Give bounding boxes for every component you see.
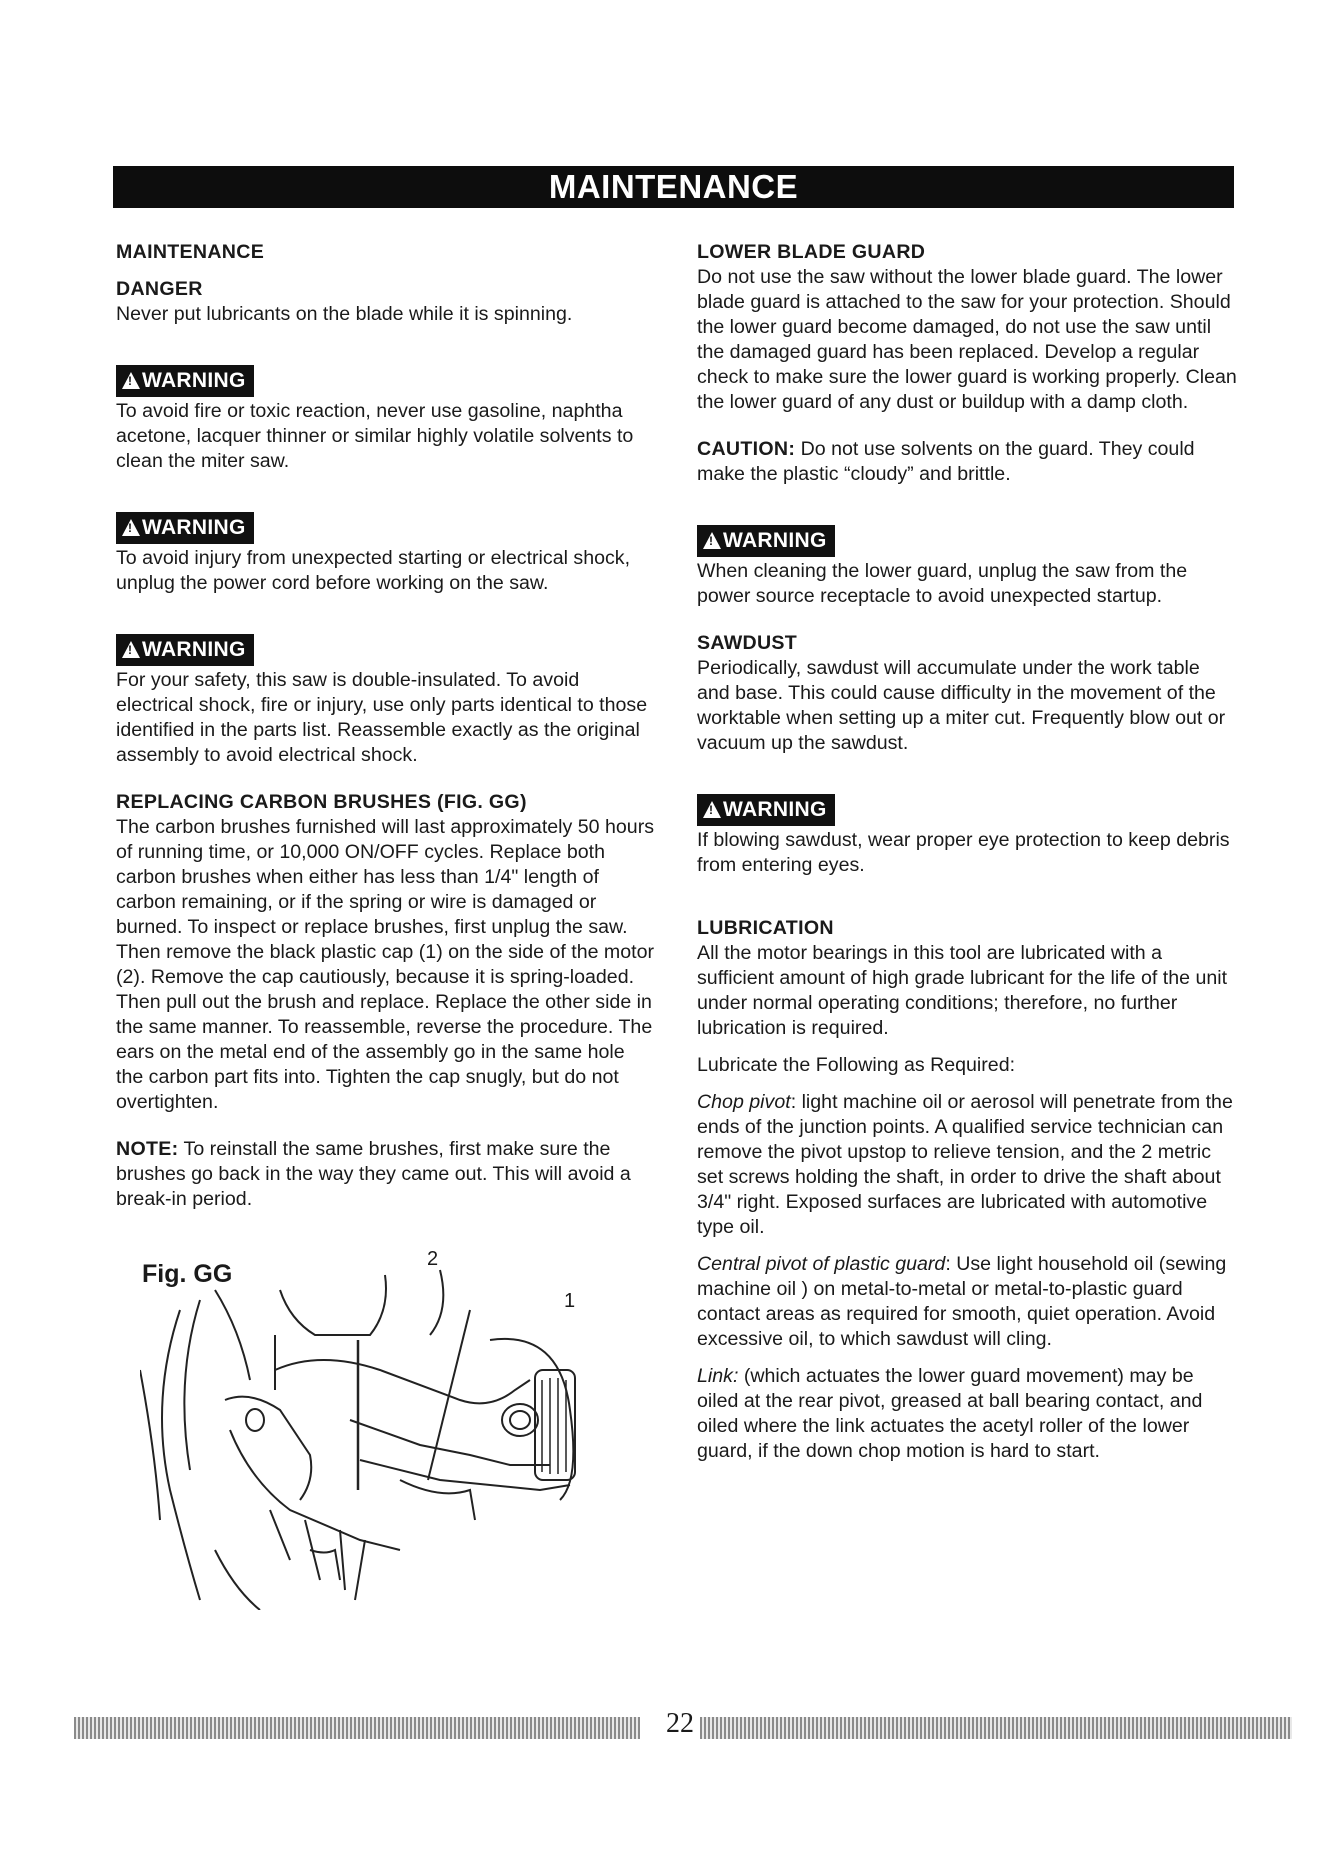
- footer-pattern-right: [700, 1717, 1292, 1739]
- warning-triangle-icon: [703, 801, 721, 818]
- warning-badge: [116, 634, 254, 666]
- guard-text: Do not use the saw without the lower blade guard. The lower blade guard is attached to the saw for your protection. Should the lower guard become damaged, do not use the saw until the damaged guard has been replaced. Develop a regular check to make sure the lower guard is working properly. Clean the lower guard of any dust or buildup with a damp cloth.: [697, 266, 1237, 413]
- callout-2: 2: [427, 1248, 439, 1270]
- warning-triangle-icon: [703, 532, 721, 549]
- page-title-banner: MAINTENANCE: [113, 166, 1234, 208]
- note-paragraph: [116, 1137, 656, 1212]
- warning-badge: [116, 365, 254, 397]
- saw-motor-illustration: [140, 1250, 610, 1610]
- chop-pivot-label: Chop pivot: [697, 1091, 791, 1113]
- warning-triangle-icon: [122, 641, 140, 658]
- left-column: [116, 240, 656, 1212]
- warning-badge: [697, 525, 835, 557]
- warning-triangle-icon: [122, 372, 140, 389]
- link-text: (which actuates the lower guard movement) may be oiled at the rear pivot, greased at ball bearing contact, and oiled where the link actuates the acetyl roller of the lower guard, if the down chop motion is hard to start.: [697, 1365, 1203, 1462]
- figure-title: Fig. GG: [142, 1260, 233, 1288]
- warning-label: WARNING: [723, 529, 827, 552]
- warning-label: WARNING: [142, 516, 246, 539]
- central-pivot-label: Central pivot of plastic guard: [697, 1253, 946, 1275]
- danger-heading: DANGER: [116, 278, 203, 300]
- brushes-heading: REPLACING CARBON BRUSHES (FIG. GG): [116, 791, 527, 813]
- guard-heading: LOWER BLADE GUARD: [697, 241, 926, 263]
- caution-label: CAUTION:: [697, 438, 796, 460]
- page-number: 22: [666, 1708, 694, 1739]
- brushes-text: The carbon brushes furnished will last approximately 50 hours of running time, or 10,000 ON/OFF cycles. Replace both carbon brushes when either has less than 1/4" length of carbon remaining, or if the spring or wire is damaged or burned. To inspect or replace brushes, first unplug the saw. Then remove the black plastic cap (1) on the side of the motor (2). Remove the cap cautiously, because it is spring-loaded. Then pull out the brush and replace. Replace the other side in the same manner. To reassemble, reverse the procedure. The ears on the metal end of the assembly go in the same hole the carbon part fits into. Tighten the cap snugly, but do not overtighten.: [116, 816, 655, 1113]
- lubrication-text: All the motor bearings in this tool are lubricated with a sufficient amount of high grade lubricant for the life of the unit under normal operating conditions; therefore, no further lubrication is required.: [697, 942, 1228, 1039]
- footer-pattern-left: [74, 1717, 640, 1739]
- warning-text: For your safety, this saw is double-insulated. To avoid electrical shock, fire or injury, use only parts identical to those identified in the parts list. Reassemble exactly as the original assembly to avoid electrical shock.: [116, 669, 648, 766]
- sawdust-text: Periodically, sawdust will accumulate under the work table and base. This could cause difficulty in the movement of the worktable when setting up a miter cut. Frequently blow out or vacuum up the sawdust.: [697, 657, 1226, 754]
- warning-label: WARNING: [723, 798, 827, 821]
- lubrication-list-intro: Lubricate the Following as Required:: [697, 1054, 1016, 1076]
- warning-label: WARNING: [142, 369, 246, 392]
- warning-text: When cleaning the lower guard, unplug the saw from the power source receptacle to avoid unexpected startup.: [697, 560, 1188, 607]
- note-label: NOTE:: [116, 1138, 179, 1160]
- warning-text: If blowing sawdust, wear proper eye protection to keep debris from entering eyes.: [697, 829, 1230, 876]
- chop-pivot-text: : light machine oil or aerosol will penetrate from the ends of the junction points. A qualified service technician can remove the pivot upstop to relieve tension, and the 2 metric set screws holding the shaft, in order to drive the shaft about 3/4" right. Exposed surfaces are lubricated with automotive type oil.: [697, 1091, 1233, 1238]
- warning-badge: [697, 794, 835, 826]
- warning-text: To avoid injury from unexpected starting or electrical shock, unplug the power cord before working on the saw.: [116, 547, 631, 594]
- link-paragraph: [697, 1364, 1237, 1464]
- warning-text: To avoid fire or toxic reaction, never use gasoline, naphtha acetone, lacquer thinner or similar highly volatile solvents to clean the miter saw.: [116, 400, 634, 472]
- sawdust-heading: SAWDUST: [697, 632, 798, 654]
- warning-triangle-icon: [122, 519, 140, 536]
- warning-label: WARNING: [142, 638, 246, 661]
- central-pivot-text: : Use light household oil (sewing machine oil ) on metal-to-metal or metal-to-plastic guard contact areas as required for smooth, quiet operation. Avoid excessive oil, to which sawdust will cling.: [697, 1253, 1227, 1350]
- link-label: Link:: [697, 1365, 739, 1387]
- callout-1: 1: [564, 1290, 576, 1312]
- right-column: [697, 240, 1237, 1464]
- caution-text: Do not use solvents on the guard. They could make the plastic “cloudy” and brittle.: [697, 438, 1195, 485]
- warning-badge: [116, 512, 254, 544]
- central-pivot-paragraph: [697, 1252, 1237, 1352]
- chop-pivot-paragraph: [697, 1090, 1237, 1240]
- note-text: To reinstall the same brushes, first make sure the brushes go back in the way they came out. This will avoid a break-in period.: [116, 1138, 631, 1210]
- danger-text: Never put lubricants on the blade while it is spinning.: [116, 303, 573, 325]
- lubrication-heading: LUBRICATION: [697, 917, 834, 939]
- section-title: MAINTENANCE: [116, 241, 265, 263]
- caution-paragraph: [697, 437, 1237, 487]
